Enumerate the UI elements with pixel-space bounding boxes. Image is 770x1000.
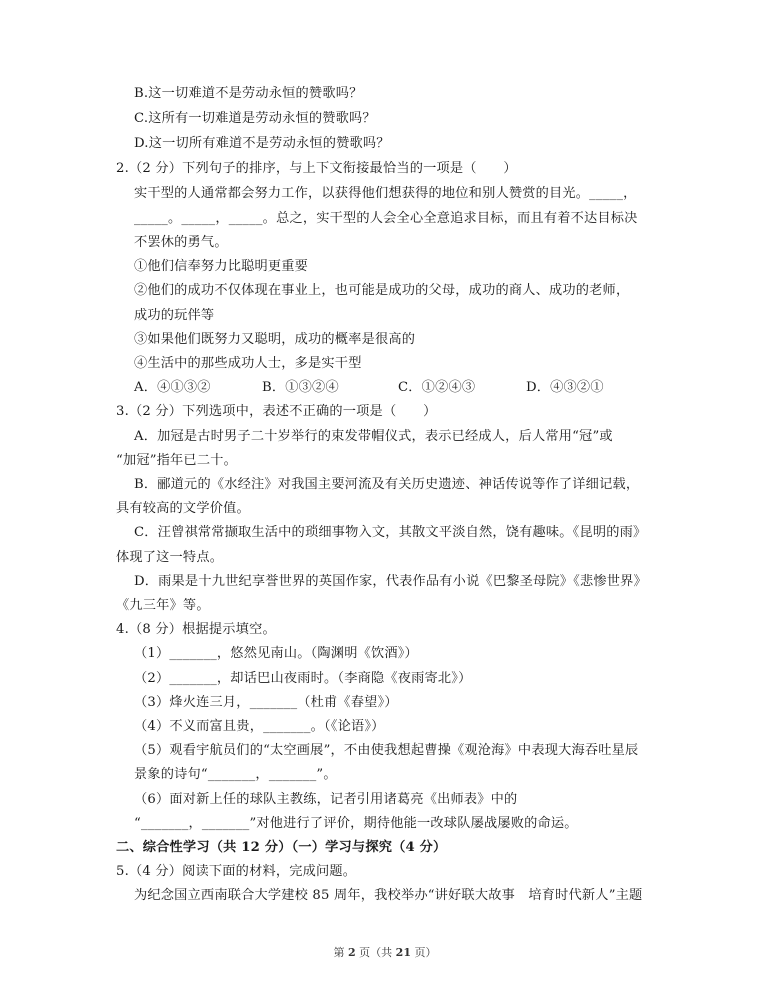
q3-stem: 3.（2 分）下列选项中，表述不正确的一项是（ ） xyxy=(116,404,437,419)
q5-stem: 5.（4 分）阅读下面的材料，完成问题。 xyxy=(116,864,357,879)
q3-option-a-cont: “加冠”指年已二十。 xyxy=(116,453,237,468)
q2-option-d: D．④③②① xyxy=(526,380,604,395)
q2-option-a: A．④①③② xyxy=(134,380,211,395)
q3-option-b-cont: 具有较高的文学价值。 xyxy=(116,501,250,516)
page-footer xyxy=(0,944,770,960)
q3-option-d-cont: 《九三年》等。 xyxy=(116,598,210,613)
q5-text-line1: 为纪念国立西南联合大学建校 85 周年，我校举办“讲好联大故事 培育时代新人”主题 xyxy=(134,888,643,903)
q4-stem: 4.（8 分）根据提示填空。 xyxy=(116,622,276,637)
q1-option-c: C.这所有一切难道是劳动永恒的赞歌吗？ xyxy=(134,111,376,126)
q2-passage-line3: 不罢休的勇气。 xyxy=(134,235,228,250)
q2-item-3: ③如果他们既努力又聪明，成功的概率是很高的 xyxy=(134,332,416,347)
q4-sub-4: （4）不义而富且贵，_______。（《论语》） xyxy=(134,719,385,734)
q2-option-b: B．①③②④ xyxy=(262,380,339,395)
q2-passage-line1: 实干型的人通常都会努力工作，以获得他们想获得的地位和别人赞赏的目光。_____， xyxy=(134,186,637,201)
q4-sub-5: （5）观看宇航员们的“太空画展”，不由使我想起曹操《观沧海》中表现大海吞吐星辰 xyxy=(134,743,639,758)
footer-page-number: 2 xyxy=(348,946,356,959)
q3-option-a: A．加冠是古时男子二十岁举行的束发带帽仪式，表示已经成人，后人常用“冠”或 xyxy=(134,429,613,444)
q4-sub-5-cont: 景象的诗句“_______，_______”。 xyxy=(134,767,337,782)
q2-passage-line2: _____。_____，_____。总之，实干型的人会全心全意追求目标，而且有着不达目标决 xyxy=(134,211,638,226)
section-2-heading: 二、综合性学习（共 12 分）（一）学习与探究（4 分） xyxy=(116,840,447,855)
q2-item-4: ④生活中的那些成功人士，多是实干型 xyxy=(134,356,362,371)
footer-suffix: 页） xyxy=(410,946,437,959)
q4-sub-1: （1）_______，悠然见南山。（陶渊明《饮酒》） xyxy=(134,646,418,661)
q3-option-d: D．雨果是十九世纪享誉世界的英国作家，代表作品有小说《巴黎圣母院》《悲惨世界》 xyxy=(134,574,647,589)
q3-option-b: B．郦道元的《水经注》对我国主要河流及有关历史遗迹、神话传说等作了详细记载， xyxy=(134,477,640,492)
q4-sub-3: （3）烽火连三月，_______（杜甫《春望》） xyxy=(134,695,398,710)
q2-option-c: C．①②④③ xyxy=(398,380,476,395)
q2-options-row xyxy=(134,379,604,397)
q4-sub-6: （6）面对新上任的球队主教练，记者引用诸葛亮《出师表》中的 xyxy=(134,792,518,807)
q3-option-c: C．汪曾祺常常撷取生活中的琐细事物入文，其散文平淡自然，饶有趣味。《昆明的雨》 xyxy=(134,525,647,540)
q2-stem: 2.（2 分）下列句子的排序，与上下文衔接最恰当的一项是（ ） xyxy=(116,161,517,176)
footer-middle: 页（共 xyxy=(355,946,396,959)
q3-option-c-cont: 体现了这一特点。 xyxy=(116,550,224,565)
q2-item-2: ②他们的成功不仅体现在事业上，也可能是成功的父母，成功的商人、成功的老师， xyxy=(134,283,630,298)
q1-option-b: B.这一切难道不是劳动永恒的赞歌吗？ xyxy=(134,86,363,101)
q4-sub-2: （2）_______，却话巴山夜雨时。（李商隐《夜雨寄北》） xyxy=(134,671,472,686)
q1-option-d: D.这一切所有难道不是劳动永恒的赞歌吗？ xyxy=(134,136,390,151)
footer-prefix: 第 xyxy=(333,946,349,959)
footer-total-pages: 21 xyxy=(395,946,411,959)
q2-item-1: ①他们信奉努力比聪明更重要 xyxy=(134,259,309,274)
q2-item-2-cont: 成功的玩伴等 xyxy=(134,308,215,323)
q4-sub-6-cont: “_______，_______”对他进行了评价，期待他能一改球队屡战屡败的命运。 xyxy=(134,816,578,831)
